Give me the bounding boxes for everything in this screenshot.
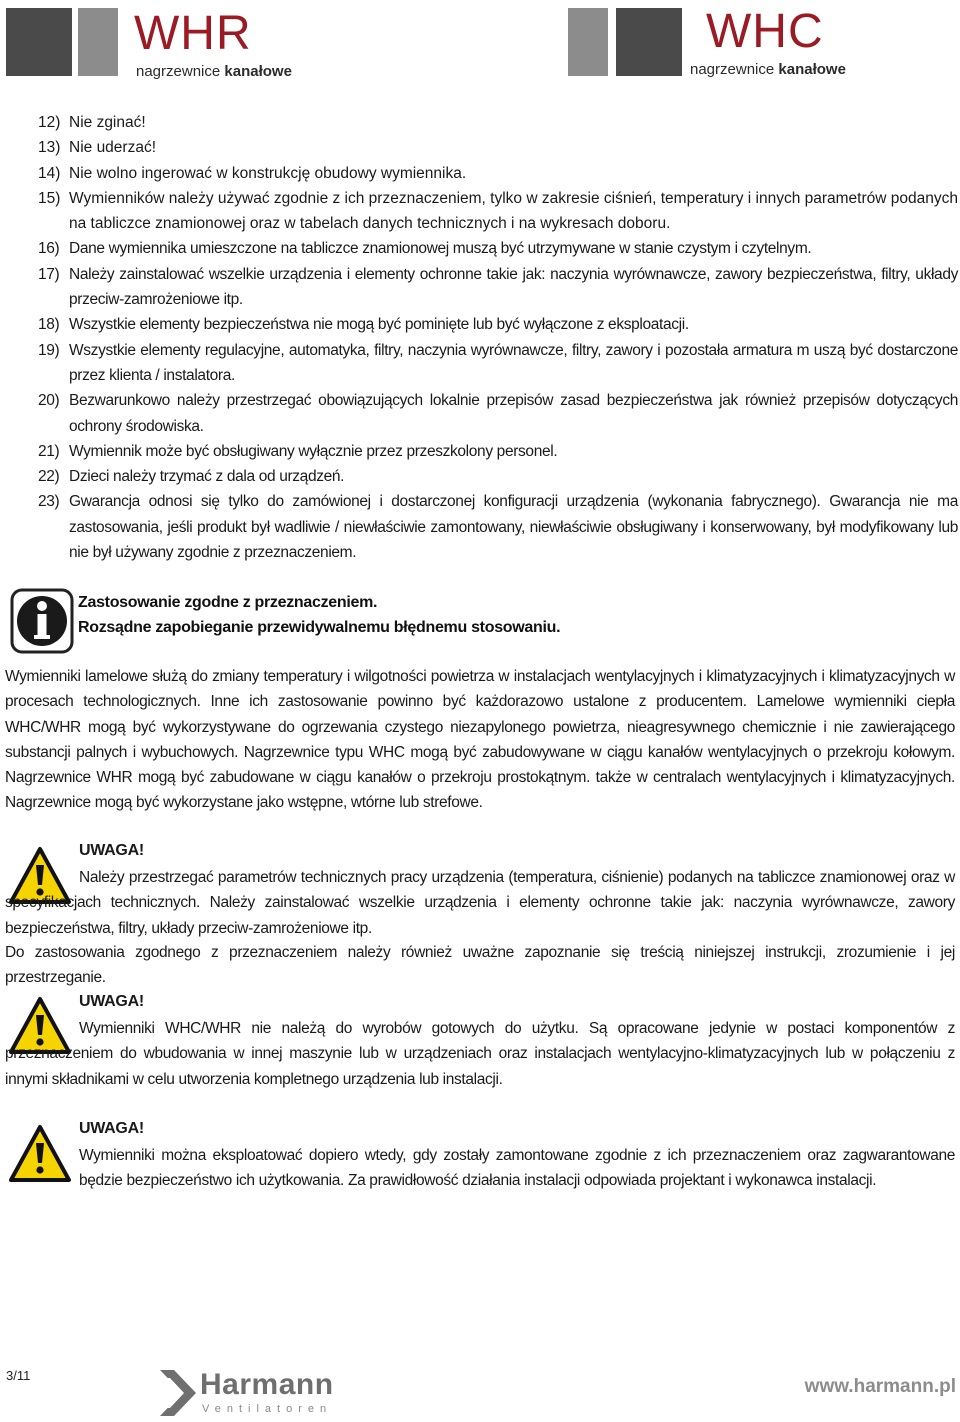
list-item: 21) Wymiennik może być obsługiwany wyłącznie przez przeszkolony personel. bbox=[38, 442, 558, 460]
list-item: 19) Wszystkie elementy regulacyjne, automatyka, filtry, naczynia wyrównawcze, filtry, zawory i pozostała armatura m uszą być dostarczone przez klienta / instalatora. bbox=[38, 341, 958, 384]
brand-subtitle: Ventilatoren bbox=[202, 1403, 333, 1415]
website-link[interactable]: www.harmann.pl bbox=[804, 1376, 956, 1397]
harmann-logo-mark bbox=[160, 1370, 196, 1416]
logo-title-whc: WHC bbox=[706, 5, 824, 58]
list-item: 13) Nie uderzać! bbox=[38, 139, 157, 157]
warning-title: UWAGA! bbox=[79, 1120, 144, 1137]
logo-subtitle-whc: nagrzewnice kanałowe bbox=[690, 61, 846, 78]
info-line-2: Rozsądne zapobieganie przewidywalnemu błędnemu stosowaniu. bbox=[78, 619, 561, 636]
logo-square-dark-right bbox=[616, 8, 682, 76]
list-item: 22) Dzieci należy trzymać z dala od urządzeń. bbox=[38, 468, 345, 486]
page-number: 3/11 bbox=[6, 1368, 31, 1383]
logo-subtitle-whr: nagrzewnice kanałowe bbox=[136, 63, 292, 80]
info-icon bbox=[10, 588, 74, 654]
list-item: 17) Należy zainstalować wszelkie urządzenia i elementy ochronne takie jak: naczynia wyrównawcze, zawory bezpieczeństwa, filtry, układy przeciw-zamrożeniowe itp. bbox=[38, 265, 958, 309]
list-item: 12) Nie zginać! bbox=[38, 114, 146, 131]
list-item: 15) Wymienników należy używać zgodnie z ich przeznaczeniem, tylko w zakresie ciśnień, temperatury i innych parametrów podanych na tabliczce znamionowej oraz w tabelach danych technicznych i na wykresach doboru. bbox=[38, 189, 958, 233]
warning-title: UWAGA! bbox=[79, 993, 144, 1010]
logo-title-whr: WHR bbox=[134, 7, 252, 60]
logo-square-dark bbox=[6, 8, 72, 76]
logo-square-light-right bbox=[568, 8, 608, 76]
list-item: 16) Dane wymiennika umieszczone na tabliczce znamionowej muszą być utrzymywane w stanie czystym i czytelnym. bbox=[38, 240, 812, 258]
warning-body: Należy przestrzegać parametrów technicznych pracy urządzenia (temperatura, ciśnienie) podanych na tabliczce znamionowej oraz w specyfikacjach technicznych. Należy zainstalować wszelkie urządzenia i elementy ochronne takie jak: naczynia wyrównawcze, zawory bezpieczeństwa, filtry, układy przeciw-zamrożeniowe itp. bbox=[5, 869, 955, 937]
list-item: 14) Nie wolno ingerować w konstrukcję obudowy wymiennika. bbox=[38, 164, 467, 182]
logo-square-light bbox=[78, 8, 118, 76]
warning-body: Wymienniki można eksploatować dopiero wtedy, gdy zostały zamontowane zgodnie z ich przeznaczeniem oraz zagwarantowane będzie bezpieczeństwo ich użytkowania. Za prawidłowość działania instalacji odpowiada projektant i wykonawca instalacji. bbox=[79, 1147, 955, 1190]
warning-triangle-icon bbox=[8, 1124, 72, 1184]
list-item: 18) Wszystkie elementy bezpieczeństwa nie mogą być pominięte lub być wyłączone z eksploatacji. bbox=[38, 316, 689, 334]
brand-name: Harmann bbox=[200, 1368, 334, 1401]
info-line-1: Zastosowanie zgodne z przeznaczeniem. bbox=[78, 594, 378, 611]
warning-extra: Do zastosowania zgodnego z przeznaczeniem należy również uważne zapoznanie się treścią niniejszej instrukcji, zrozumienie i jej przestrzeganie. bbox=[5, 944, 955, 987]
list-item: 20) Bezwarunkowo należy przestrzegać obowiązujących lokalnie przepisów zasad bezpieczeństwa jak również przepisów dotyczących ochrony środowiska. bbox=[38, 392, 958, 435]
page-header bbox=[0, 0, 960, 84]
info-box-text bbox=[78, 590, 560, 640]
intended-use-paragraph: Wymienniki lamelowe służą do zmiany temperatury i wilgotności powietrza w instalacjach wentylacyjnych i klimatyzacyjnych i klimatyzacyjnych w procesach technologicznych. Inne ich zastosowanie powinno być każdorazowo ustalone z producentem. Lamelowe wymienniki ciepła WHC/WHR mogą być wykorzystywane do ogrzewania czystego niezapylonego powietrza, nieagresywnego chemicznie i nie zawierającego substancji palnych i wybuchowych. Nagrzewnice typu WHC mogą być zabudowywane w ciągu kanałów wentylacyjnych o przekroju kołowym. Nagrzewnice WHR mogą być zabudowane w ciągu kanałów o przekroju prostokątnym. także w centralach wentylacyjnych i klimatyzacyjnych. Nagrzewnice mogą być wykorzystane jako wstępne, wtórne lub strefowe. bbox=[5, 668, 955, 812]
list-item: 23) Gwarancja odnosi się tylko do zamówionej i dostarczonej konfiguracji urządzenia (wykonania fabrycznego). Gwarancja nie ma zastosowania, jeśli produkt był wadliwie / niewłaściwie zamontowany, niewłaściwie obsługiwany i konserwowany, był modyfikowany lub nie był używany zgodnie z przeznaczeniem. bbox=[38, 493, 958, 562]
safety-list bbox=[38, 110, 958, 565]
warning-title: UWAGA! bbox=[79, 842, 144, 859]
warning-body: Wymienniki WHC/WHR nie należą do wyrobów gotowych do użytku. Są opracowane jedynie w postaci komponentów z przeznaczeniem do wbudowania w innej maszynie lub w urządzeniach oraz instalacjach wentylacyjno-klimatyzacyjnych lub w połączeniu z innymi składnikami w celu utworzenia kompletnego urządzenia lub instalacji. bbox=[5, 1020, 955, 1088]
